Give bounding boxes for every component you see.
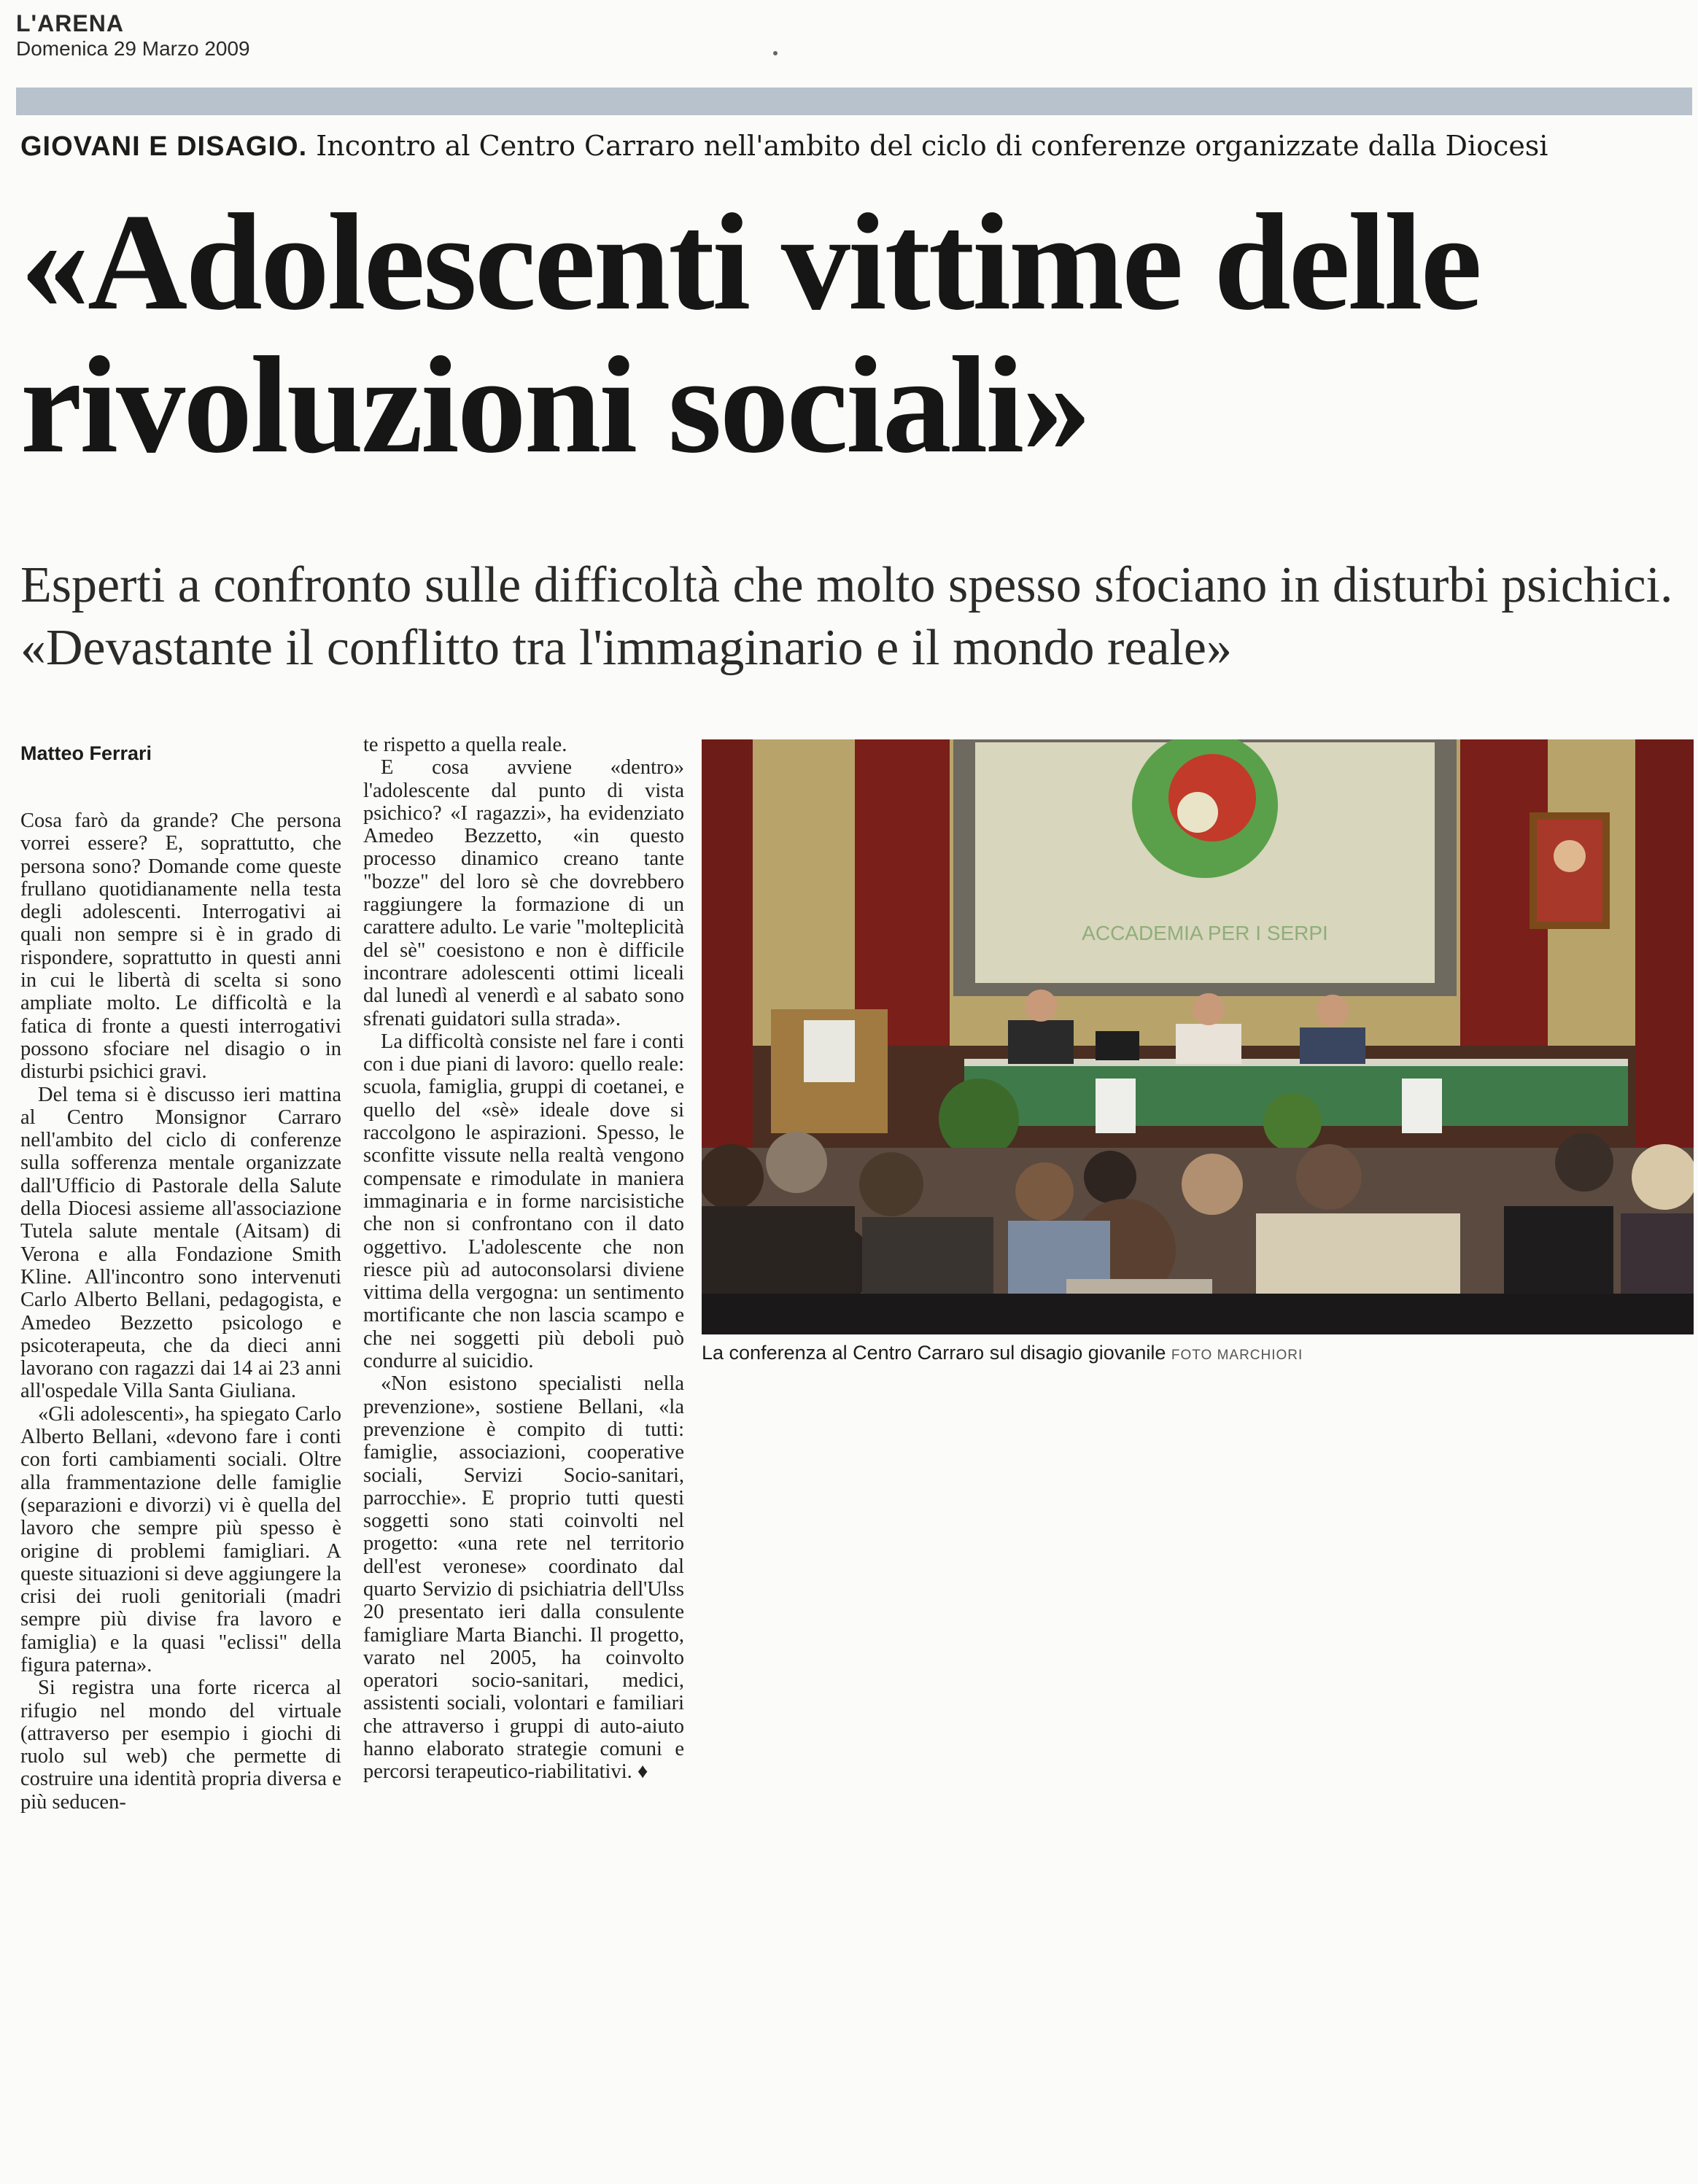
paragraph: «Gli adolescenti», ha spiegato Carlo Alberto Bellani, «devono fare i conti con forti cambiamenti sociali. Oltre alla frammentazione delle famiglie (separazioni e divorzi) vi è quella del lavoro che sempre più spesso è origine di problemi famigliari. A queste situazioni si deve aggiungere la crisi dei ruoli genitoriali (madri sempre più divise fra lavoro e famiglia) e la quasi "eclissi" della figura paterna». [20,1402,341,1676]
article-column-1 [20,809,341,1814]
subheadline: Esperti a confronto sulle difficoltà che molto spesso sfociano in disturbi psichici. «Devastante il conflitto tra l'immaginario e il mondo reale» [20,557,1673,676]
byline: Matteo Ferrari [20,742,152,764]
article-column-2 [363,734,684,1784]
paragraph: E cosa avviene «dentro» l'adolescente dal punto di vista psichico? «I ragazzi», ha evidenziato Amedeo Bezzetto, «in questo processo dinamico creano tante "bozze" del loro sè che dovrebbero raggiungere la formazione di un carattere adulto. Le varie "molteplicità del sè" coesistono e non è difficile incontrare adolescenti ottimi liceali dal lunedì al venerdì e al sabato sono sfrenati guidatori sulla strada». [363,756,684,1030]
paragraph: Del tema si è discusso ieri mattina al Centro Monsignor Carraro nell'ambito del ciclo di conferenze sulla sofferenza mentale organizzate dall'Ufficio di Pastorale della Salute della Diocesi assieme all'associazione Tutela salute mentale (Aitsam) di Verona e alla Fondazione Smith Kline. All'incontro sono intervenuti Carlo Alberto Bellani, pedagogista, e Amedeo Bezzetto psicologo e psicoterapeuta, che da dieci anni lavorano con ragazzi dai 14 ai 23 anni all'ospedale Villa Santa Giuliana. [20,1083,341,1403]
newspaper-name: L'ARENA [16,10,124,36]
paragraph: «Non esistono specialisti nella prevenzione», sostiene Bellani, «la prevenzione è compito di tutti: famiglie, associazioni, cooperative sociali, Servizi Socio-sanitari, parrocchie». E proprio tutti questi soggetti sono stati coinvolti nel progetto: «una rete nel territorio dell'est veronese» coordinato dal quarto Servizio di psichiatria dell'Ulss 20 presentato ieri dalla consulente famigliare Marta Bianchi. Il progetto, varato nel 2005, ha coinvolto operatori socio-sanitari, medici, assistenti sociali, volontari e familiari che attraverso i gruppi di auto-aiuto hanno elaborato strategie comuni e percorsi terapeutico-riabilitativi. ♦ [363,1372,684,1784]
paragraph: La difficoltà consiste nel fare i conti con i due piani di lavoro: quello reale: scuola, famiglia, gruppi di coetanei, e quello del «sè» ideale dove si raccolgono le aspirazioni. Spesso, le sconfitte vissute nella realtà vengono compensate e rimodulate in maniera immaginaria e in forme narcisistiche che non si confrontano con il dato oggettivo. L'adolescente che non riesce più ad autoconsolarsi diviene vittima della vergogna: un sentimento mortificante che non lascia scampo e che nei soggetti più deboli può condurre al suicidio. [363,1030,684,1373]
caption-text: La conferenza al Centro Carraro sul disagio giovanile [702,1342,1166,1364]
masthead [16,10,250,61]
kicker-label: GIOVANI E DISAGIO. [20,131,308,162]
paragraph: te rispetto a quella reale. [363,734,567,756]
screen-text: ACCADEMIA PER I SERPI [1082,922,1328,944]
publication-date: Domenica 29 Marzo 2009 [16,37,250,60]
kicker [20,128,1548,164]
paragraph: Si registra una forte ricerca al rifugio nel mondo del virtuale (attraverso per esempio i giochi di ruolo sul web) che permette di costruire una identità propria diversa e più seducen- [20,1676,341,1814]
section-bar [16,88,1692,115]
scan-speck [773,51,778,55]
headline: «Adolescenti vittime delle rivoluzioni sociali» [20,186,1480,482]
paragraph: Cosa farò da grande? Che persona vorrei essere? E, soprattutto, che persona sono? Domande come queste frullano quotidianamente nella testa degli adolescenti. Interrogativi ai quali non sempre si è in grado di rispondere, soprattutto in questi anni in cui le libertà di scelta si sono ampliate molto. Le difficoltà e la fatica di fronte a questi interrogativi possono sfociare nel disagio o in disturbi psichici gravi. [20,809,341,1084]
kicker-text: Incontro al Centro Carraro nell'ambito del ciclo di conferenze organizzate dalla Diocesi [316,130,1548,162]
conference-photo [702,739,1694,1334]
photo-credit: FOTO MARCHIORI [1171,1348,1303,1363]
photo-caption [702,1340,1303,1368]
